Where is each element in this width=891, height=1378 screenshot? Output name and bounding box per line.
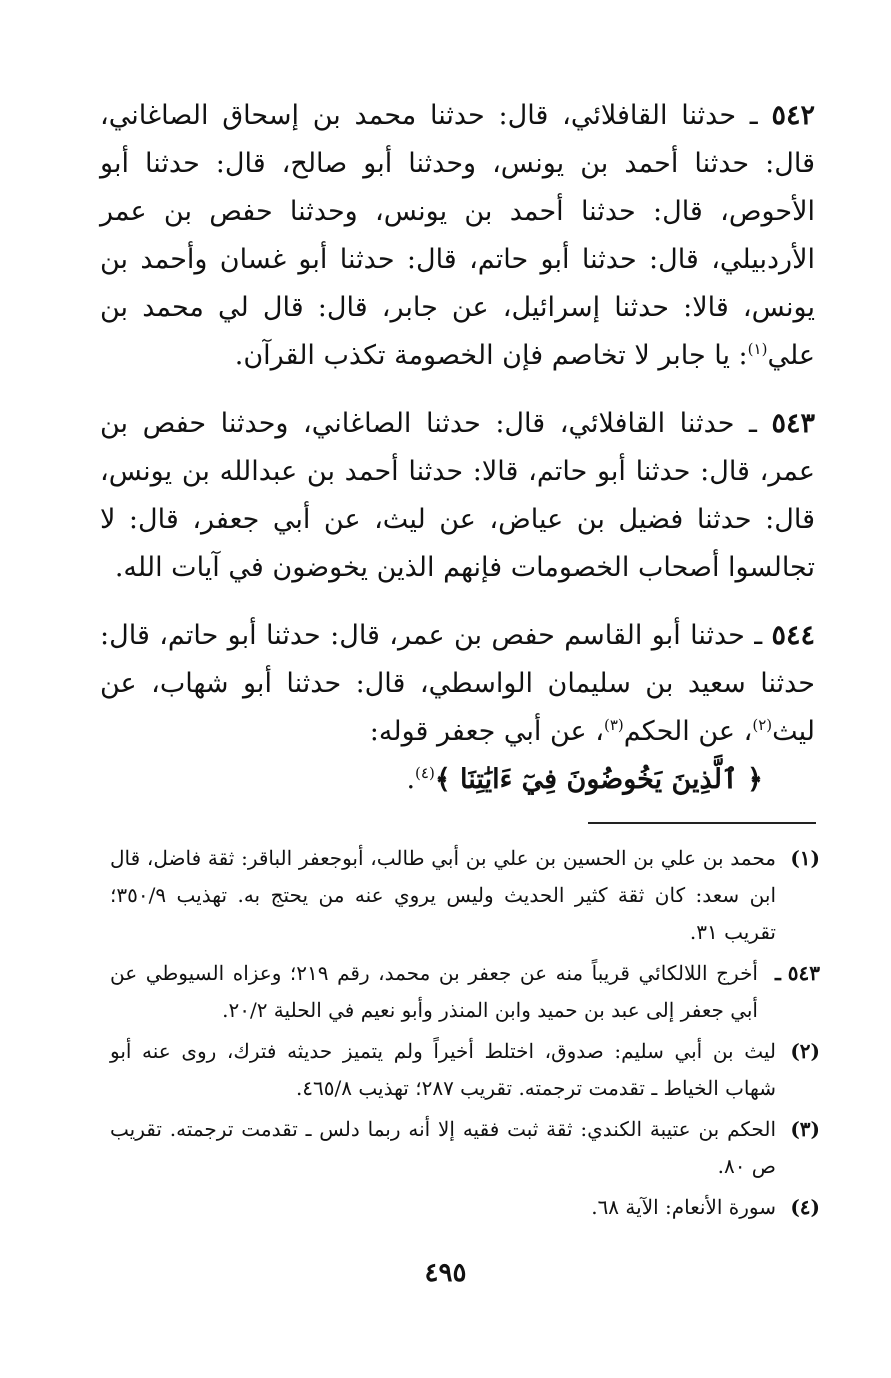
hadith-text: حدثنا القافلائي، قال: حدثنا محمد بن إسحاق الصاغاني، قال: حدثنا أحمد بن يونس، وحدثنا أبو صالح، قال: حدثنا أبو الأحوص، قال: حدثنا أحمد بن يونس، وحدثنا حفص بن عمر الأردبيلي، قال: حدثنا أبو حاتم، قال: حدثنا أبو غسان وأحمد بن يونس، قالا: حدثنا إسرائيل، عن جابر، قال: قال لي محمد بن علي bbox=[100, 100, 815, 371]
hadith-544 bbox=[100, 612, 815, 804]
main-text bbox=[100, 92, 815, 824]
hadith-542 bbox=[100, 92, 815, 380]
footnote-mark: ٥٤٣ ـ bbox=[774, 961, 820, 985]
footnote-text: محمد بن علي بن الحسين بن علي بن أبي طالب، أبوجعفر الباقر: ثقة فاضل، قال ابن سعد: كان ثقة كثير الحديث وليس يروي عنه من يحتج به. تهذيب ٣٥٠/٩؛ تقريب ٣١. bbox=[110, 846, 776, 944]
footnote-2 bbox=[110, 1033, 820, 1107]
footnote-4 bbox=[110, 1189, 820, 1226]
hadith-dash: ـ bbox=[734, 408, 772, 439]
footnote-text: أخرج اللالكائي قريباً منه عن جعفر بن محمد، رقم ٢١٩؛ وعزاه السيوطي عن أبي جعفر إلى عبد بن حميد وابن المنذر وأبو نعيم في الحلية ٢٠/٢. bbox=[110, 961, 758, 1022]
quran-verse: ﴿ ٱلَّذِينَ يَخُوضُونَ فِيٓ ءَايَٰتِنَا ﴾ bbox=[434, 764, 763, 795]
hadith-dash: ـ bbox=[744, 620, 772, 651]
footnote-ref-3: (٣) bbox=[603, 716, 624, 734]
footnote-mark: (٤) bbox=[790, 1195, 820, 1219]
footnote-mark: (١) bbox=[790, 846, 820, 870]
footnote-ref-4: (٤) bbox=[415, 764, 435, 782]
hadith-text-continued: ، عن أبي جعفر قوله: bbox=[369, 716, 604, 747]
hadith-text-continued: ، عن الحكم bbox=[623, 716, 753, 747]
footnote-543 bbox=[110, 955, 820, 1029]
footnote-mark: (٣) bbox=[790, 1117, 820, 1141]
footnote-text: الحكم بن عتيبة الكندي: ثقة ثبت فقيه إلا أنه ربما دلس ـ تقدمت ترجمته. تقريب ص ٨٠. bbox=[110, 1117, 776, 1178]
quran-quote-line bbox=[100, 756, 815, 804]
quote-end: . bbox=[406, 764, 416, 795]
footnote-mark: (٢) bbox=[790, 1039, 820, 1063]
hadith-text: حدثنا القافلائي، قال: حدثنا الصاغاني، وحدثنا حفص بن عمر، قال: حدثنا أبو حاتم، قالا: حدثنا أحمد بن عبدالله بن يونس، قال: حدثنا فضيل بن عياض، عن ليث، عن أبي جعفر، قال: لا تجالسوا أصحاب الخصومات فإنهم الذين يخوضون في آيات الله. bbox=[100, 408, 815, 583]
hadith-number: ٥٤٤ bbox=[771, 620, 815, 651]
page-number: ٤٩٥ bbox=[424, 1258, 467, 1288]
footnote-ref-1: (١) bbox=[747, 340, 768, 358]
footnote-3 bbox=[110, 1111, 820, 1185]
footnote-text: ليث بن أبي سليم: صدوق، اختلط أخيراً ولم يتميز حديثه فترك، روى عنه أبو شهاب الخياط ـ تقدمت ترجمته. تقريب ٢٨٧؛ تهذيب ٤٦٥/٨. bbox=[110, 1039, 776, 1100]
hadith-number: ٥٤٣ bbox=[771, 408, 816, 439]
footnote-divider bbox=[588, 822, 816, 824]
hadith-543 bbox=[100, 400, 815, 592]
footnote-1 bbox=[110, 840, 820, 951]
hadith-dash: ـ bbox=[736, 100, 772, 131]
hadith-text: حدثنا أبو القاسم حفص بن عمر، قال: حدثنا أبو حاتم، قال: حدثنا سعيد بن سليمان الواسطي، قال: حدثنا أبو شهاب، عن ليث bbox=[100, 620, 815, 747]
hadith-text-continued: : يا جابر لا تخاصم فإن الخصومة تكذب القرآن. bbox=[234, 340, 748, 371]
footnote-ref-2: (٢) bbox=[752, 716, 773, 734]
footnote-text: سورة الأنعام: الآية ٦٨. bbox=[591, 1195, 776, 1219]
hadith-number: ٥٤٢ bbox=[771, 100, 815, 131]
footnotes bbox=[110, 840, 820, 1230]
